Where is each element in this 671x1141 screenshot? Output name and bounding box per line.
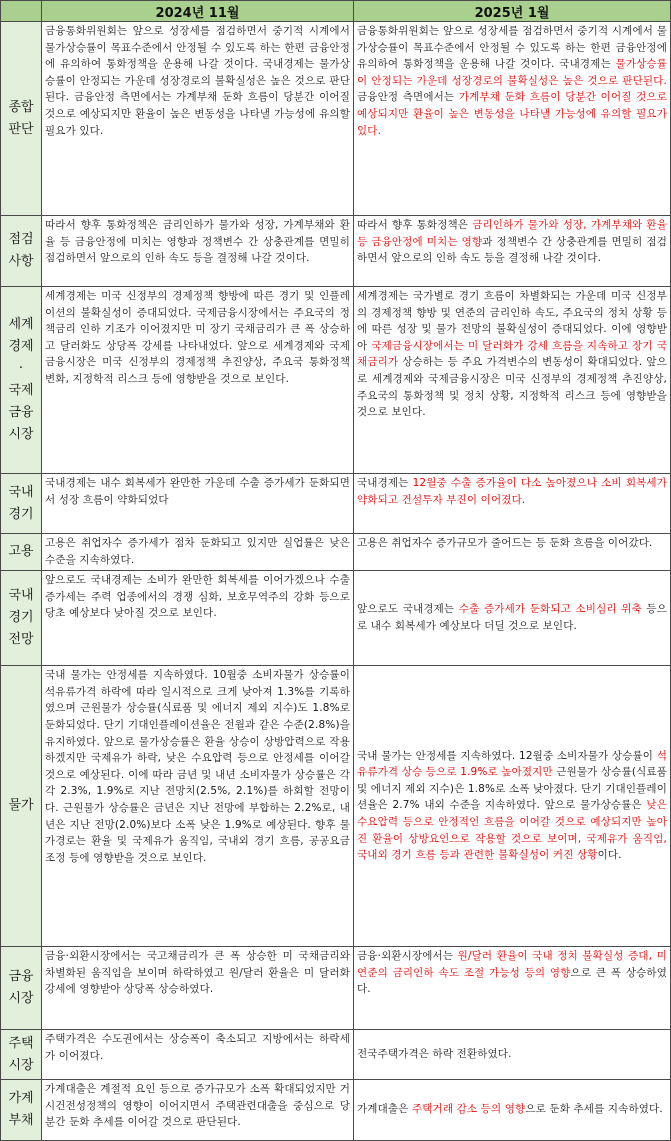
row-label-line: 종합 [8, 99, 34, 115]
table-row [1, 22, 671, 216]
cell-2025-01 [354, 22, 671, 216]
highlight-change: 가계부채 둔화 흐름이 당분간 이어질 것으로 예상되지만 환율이 높은 변동성을 나타낼 가능성에 유의할 필요가 있다. [357, 91, 667, 137]
row-label-line: 경기 [8, 610, 34, 626]
row-label-line: 사항 [8, 254, 34, 269]
header-2024-11: 2024년 11월 [42, 1, 354, 22]
row-label-line: 점검 [8, 232, 34, 247]
row-label-line: 경제 [8, 339, 34, 354]
cell-2024-11: 국내경제는 내수 회복세가 완만한 가운데 수출 증가세가 둔화되면서 성장 흐름이 약화되었다 [42, 474, 354, 534]
highlight-change: 낮은 수요압력 등으로 안정적인 흐름을 이어갈 것으로 예상되지만 높아진 환율이 상방요인으로 작용할 것으로 보이며, 국제유가 움직임, 국내외 경기 흐름 등과 관련한 불확실성이 커진 상황 [357, 799, 667, 862]
row-label [1, 287, 42, 474]
text-segment: 이다. [597, 849, 622, 862]
cell-2025-01 [354, 474, 671, 534]
text-segment: 등으로 내수 회복세가 예상보다 더딜 것으로 보인다. [357, 603, 667, 632]
cell-2024-11: 금융통화위원회는 앞으로 성장세를 점검하면서 중기적 시계에서 물가상승률이 목표수준에서 안정될 수 있도록 하는 한편 금융안정에 유의하여 통화정책을 운용해 나갈 것이다. 국내경제는 물가상승률이 안정되는 가운데 성장경로의 불확실성은 높은 것으로 판단된다. 금융안정 측면에서는 가계부채 둔화 흐름이 당분간 이어질 것으로 예상되지만 환율이 높은 변동성을 나타낼 가능성에 유의할 필요가 있다. [42, 22, 354, 216]
table-row [1, 474, 671, 534]
row-label-line: 세계 [8, 317, 34, 332]
row-label [1, 947, 42, 1030]
row-label [1, 1030, 42, 1080]
row-label-line: 부채 [8, 1113, 34, 1129]
row-label-line: · [18, 361, 24, 376]
cell-2025-01 [354, 666, 671, 947]
row-label-line: 주택 [8, 1035, 34, 1051]
row-label-line: 국제 [8, 383, 34, 398]
text-segment: 고용은 취업자수 증가규모가 줄어드는 등 둔화 흐름을 이어갔다. [357, 537, 653, 549]
text-segment: 으로 큰 폭 상승하였다. [357, 966, 667, 996]
header-2025-01: 2025년 1월 [354, 1, 671, 22]
table-row [1, 216, 671, 287]
cell-2025-01 [354, 947, 671, 1030]
row-label [1, 474, 42, 534]
cell-2024-11: 세계경제는 미국 신정부의 경제정책 향방에 따른 경기 및 인플레이션의 불확실성이 증대되었다. 국제금융시장에서는 주요국의 정책금리 인하 기조가 이어졌지만 미 장기 국채금리가 큰 폭 상승하고 달러화도 상당폭 강세를 나타내었다. 앞으로 세계경제와 국제금융시장은 미국 신정부의 경제정책 추진양상, 주요국 통화정책 변화, 지정학적 리스크 등에 영향받을 것으로 보인다. [42, 287, 354, 474]
header-corner [1, 1, 42, 22]
cell-2025-01 [354, 1030, 671, 1080]
text-segment: 상승하는 등 주요 가격변수의 변동성이 확대되었다. 앞으로 세계경제와 국제금융시장은 미국 신정부의 경제정책 추진양상, 주요국의 통화정책 및 정치 상황, 지정학적 리스크 등에 영향받을 것으로 보인다. [357, 356, 667, 419]
highlight-change: 원/달러 환율이 국내 정치 불확실성 증대, 미 연준의 금리인하 속도 조절 가능성 등의 영향 [357, 950, 667, 979]
text-segment: 국내경제는 [357, 477, 413, 489]
cell-2024-11: 가계대출은 계절적 요인 등으로 증가규모가 소폭 확대되었지만 거시건전성정책의 영향이 이어지면서 주택관련대출을 중심으로 당분간 둔화 추세를 이어갈 것으로 판단된다. [42, 1080, 354, 1141]
highlight-change: 국제금융시장에서는 미 달러화가 강세 흐름을 지속하고 장기 국채금리가 [357, 339, 668, 369]
text-segment: 금융안정 측면에서는 [357, 91, 459, 104]
row-label-line: 전망 [8, 632, 34, 648]
row-label-line: 가계 [8, 1091, 34, 1107]
text-segment: 따라서 향후 통화정책은 [357, 219, 473, 231]
cell-2025-01 [354, 216, 671, 287]
row-label-line: 금융 [8, 969, 34, 985]
row-label-line: 시장 [8, 427, 34, 442]
cell-2025-01 [354, 1080, 671, 1141]
row-label [1, 571, 42, 666]
table-row [1, 1030, 671, 1080]
highlight-change: 금리인하가 물가와 성장, 가계부채와 환율 등 금융안정에 미치는 영향 [357, 219, 667, 248]
highlight-change: 석유류가격 상승 등으로 1.9%로 높아졌지만 [357, 749, 667, 779]
header-row [1, 1, 671, 22]
row-label-line: 시장 [8, 991, 34, 1007]
cell-2024-11: 앞으로도 국내경제는 소비가 완만한 회복세를 이어가겠으나 수출 증가세는 주력 업종에서의 경쟁 심화, 보호무역주의 강화 등으로 당초 예상보다 낮아질 것으로 보인다. [42, 571, 354, 666]
table-row [1, 534, 671, 571]
text-segment: 국내 물가는 안정세를 지속하였다. 12월중 소비자물가 상승률이 [357, 749, 657, 762]
highlight-change: 물가상승률이 안정되는 가운데 성장경로의 불확실성은 높은 것으로 판단된다. [357, 58, 667, 87]
text-segment: 앞으로도 국내경제는 [357, 603, 459, 616]
highlight-change: 12월중 수출 증가율이 다소 높아졌으나 소비 회복세가 약화되고 건설투자 부진이 이어졌다. [357, 477, 667, 506]
table-row [1, 1080, 671, 1141]
row-label [1, 666, 42, 947]
text-segment: 금융·외환시장에서는 [357, 950, 458, 963]
row-label-line: 고용 [8, 544, 34, 560]
highlight-change: 수출 증가세가 둔화되고 소비심리 위축 [458, 603, 642, 616]
table-row [1, 287, 671, 474]
cell-2024-11: 고용은 취업자수 증가세가 점차 둔화되고 있지만 실업률은 낮은 수준을 지속하였다. [42, 534, 354, 571]
cell-2024-11: 국내 물가는 안정세를 지속하였다. 10월중 소비자물가 상승률이 석유류가격 하락에 따라 일시적으로 크게 낮아져 1.3%를 기록하였으며 근원물가 상승률(식료품 및 에너지 제외 지수)도 1.8%로 둔화되었다. 단기 기대인플레이션율은 전월과 같은 수준(2.8%)을 유지하였다. 앞으로 물가상승률은 환율 상승이 상방압력으로 작용하겠지만 국제유가 하락, 낮은 수요압력 등으로 안정세를 이어갈 것으로 예상된다. 이에 따라 금년 및 내년 소비자물가 상승률은 각각 2.3%, 1.9%로 지난 전망치(2.5%, 2.1%)를 하회할 전망이다. 근원물가 상승률은 금년은 지난 전망에 부합하는 2.2%로, 내년은 지난 전망(2.0%)보다 소폭 낮은 1.9%로 예상된다. 향후 물가경로는 환율 및 국제유가 움직임, 국내외 경기 흐름, 공공요금 조정 등에 영향받을 것으로 보인다. [42, 666, 354, 947]
cell-2024-11: 금융·외환시장에서는 국고채금리가 큰 폭 상승한 미 국채금리와 차별화된 움직임을 보이며 하락하였고 원/달러 환율은 미 달러화 강세에 영향받아 상당폭 상승하였다. [42, 947, 354, 1030]
text-segment: 근원물가 상승률(식료품 및 에너지 제외 지수)은 1.8%로 소폭 낮아졌다. 단기 기대인플레이션율은 2.7% 내외 수준을 지속하였다. 앞으로 물가상승률은 [357, 766, 668, 812]
row-label [1, 216, 42, 287]
text-segment: 으로 둔화 추세를 지속하였다. [525, 1103, 663, 1116]
row-label-line: 판단 [8, 121, 34, 137]
cell-2025-01 [354, 534, 671, 571]
highlight-change: 주택거래 감소 등의 영향 [411, 1103, 526, 1116]
row-label-line: 국내 [8, 588, 34, 604]
cell-2025-01 [354, 571, 671, 666]
row-label-line: 시장 [8, 1057, 34, 1073]
row-label [1, 1080, 42, 1141]
text-segment: 과 정책변수 간 상충관계를 면밀히 점검하면서 앞으로의 인하 속도 등을 결정해 나갈 것이다. [357, 235, 667, 265]
cell-2024-11: 따라서 향후 통화정책은 금리인하가 물가와 성장, 가계부채와 환율 등 금융안정에 미치는 영향과 정책변수 간 상충관계를 면밀히 점검하면서 앞으로의 인하 속도 등을 결정해 나갈 것이다. [42, 216, 354, 287]
cell-2024-11: 주택가격은 수도권에서는 상승폭이 축소되고 지방에서는 하락세가 이어졌다. [42, 1030, 354, 1080]
text-segment: 금융통화위원회는 앞으로 성장세를 점검하면서 중기적 시계에서 물가상승률이 목표수준에서 안정될 수 있도록 하는 한편 금융안정에 유의하여 통화정책을 운용해 나갈 것이다. 국내경제는 [357, 25, 667, 71]
row-label [1, 22, 42, 216]
table-row [1, 947, 671, 1030]
table-row [1, 571, 671, 666]
text-segment: 세계경제는 국가별로 경기 흐름이 차별화되는 가운데 미국 신정부의 경제정책 향방 및 연준의 금리인하 속도, 주요국의 정치 상황 등에 따른 성장 및 물가 전망의 불확실성이 증대되었다. 이에 영향받아 [357, 290, 667, 352]
table-row [1, 666, 671, 947]
row-label-line: 경기 [8, 506, 34, 522]
cell-2025-01 [354, 287, 671, 474]
row-label-line: 국내 [8, 484, 34, 500]
text-segment: 가계대출은 [357, 1103, 412, 1116]
row-label-line: 금융 [8, 405, 34, 420]
row-label [1, 534, 42, 571]
row-label-line: 물가 [8, 798, 34, 814]
text-segment: 전국주택가격은 하락 전환하였다. [357, 1047, 512, 1060]
